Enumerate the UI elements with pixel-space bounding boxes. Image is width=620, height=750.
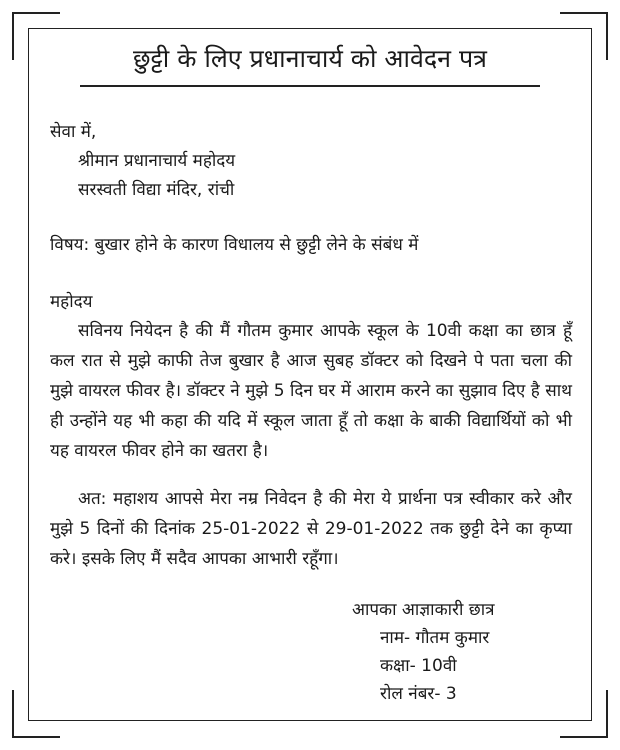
signature-class: कक्षा- 10वी xyxy=(380,656,457,676)
salutation: महोदय xyxy=(50,292,93,312)
frame-corner-bottom-right-h xyxy=(560,736,608,738)
frame-corner-bottom-right-v xyxy=(606,690,608,738)
frame-right-edge xyxy=(591,28,592,720)
school-name: सरस्वती विद्या मंदिर, रांची xyxy=(78,180,235,200)
subject-line: विषय: बुखार होने के कारण विधालय से छुट्टी लेने के संबंध में xyxy=(50,235,419,255)
frame-corner-top-right-h xyxy=(560,12,608,14)
recipient: श्रीमान प्रधानाचार्य महोदय xyxy=(78,151,236,171)
body-paragraph-1: सविनय नियेदन है की मैं गौतम कुमार आपके स्कूल के 10वी कक्षा का छात्र हूँ कल रात से मुझे काफी तेज बुखार है आज सुबह डॉक्टर को दिखने पे पता चला की मुझे वायरल फीवर है। डॉक्टर ने मुझे 5 दिन घर में आराम करने का सुझाव दिए है साथ ही उन्होंने यह भी कहा की यदि में स्कूल जाता हूँ तो कक्षा के बाकी विद्यार्थियों को भी यह वायरल फीवर होने का खतरा है। xyxy=(50,321,572,461)
signature-name: नाम- गौतम कुमार xyxy=(380,628,490,648)
frame-corner-bottom-left-v xyxy=(12,690,14,738)
page-title: छुट्टी के लिए प्रधानाचार्य को आवेदन पत्र xyxy=(133,44,487,73)
frame-bottom-edge xyxy=(28,720,592,721)
frame-top-edge xyxy=(28,28,592,29)
to-label: सेवा में, xyxy=(50,122,97,142)
title-underline xyxy=(80,85,540,87)
frame-corner-bottom-left-h xyxy=(12,736,60,738)
signature-roll: रोल नंबर- 3 xyxy=(380,684,457,704)
closing: आपका आज्ञाकारी छात्र xyxy=(352,600,495,620)
frame-left-edge xyxy=(28,28,29,720)
body-paragraph-2: अत: महाशय आपसे मेरा नम्र निवेदन है की मेरा ये प्रार्थना पत्र स्वीकार करे और मुझे 5 दिनों की दिनांक 25-01-2022 से 29-01-2022 तक छुट्टी देने का कृप्या करे। इसके लिए मैं सदैव आपका आभारी रहूँगा। xyxy=(50,489,572,569)
frame-corner-top-left-h xyxy=(12,12,60,14)
